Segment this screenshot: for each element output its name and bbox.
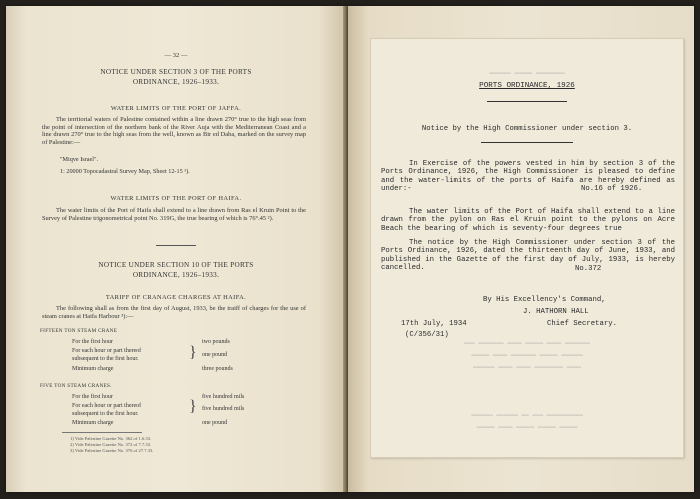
jaffa-text: The territorial waters of Palestine contained within a line drawn 270° true to the high seas from the point of intersection of the northern bank of the River Auja with the Mediterranean Coast and a line drawn 270° true to the high seas from the well, known as Bir ed Daba, marked on the survey map of Palestine:— (42, 116, 306, 146)
jaffa-map-name: "Miqve Israel". (60, 156, 99, 163)
left-page (6, 6, 346, 492)
jaffa-map-ref: 1: 20000 Topocadastral Survey Map, Sheet 12-15 ¹). (60, 168, 190, 175)
subtitle-rule (481, 142, 573, 143)
typed-title: PORTS ORDINANCE, 1926 (479, 82, 575, 90)
notice-ref: (C/356/31) (405, 331, 449, 339)
footnote: 3) Vide Palestine Gazette No. 376 of 27.7.33. (70, 448, 154, 453)
tariff-item: Minimum charge (72, 420, 114, 426)
fifteen-ton-label: FIFTEEN TON STEAM CRANE (40, 328, 118, 334)
footnote: 1) Vide Palestine Gazette No. 362 of 1.6.33. (70, 436, 152, 441)
haifa-title: WATER LIMITS OF THE PORT OF HAIFA. (110, 195, 242, 202)
typed-para-2: The water limits of the Port of Haifa shall extend to a line drawn from the pylon on Ras el Kruin point to the pylons on Acre Beach the bearing of which is seventy-four degrees true (381, 208, 675, 233)
open-booklet (6, 6, 694, 492)
tariff-charge: one pound (202, 420, 228, 426)
typed-para-1-ref: No.16 of 1926. (581, 185, 643, 193)
typed-para-3: The notice by the High Commissioner under section 3 of the Ports Ordinance, 1926, dated the thirteenth day of June, 1933, and published in the Gazette of the first day of July, 1933, is hereby cancelled. (381, 239, 675, 273)
brace-icon: } (189, 398, 197, 415)
notice-date: 17th July, 1934 (401, 320, 467, 328)
jaffa-title: WATER LIMITS OF THE PORT OF JAFFA. (110, 105, 242, 112)
haifa-text: The water limits of the Port of Haifa shall extend to a line drawn from Ras el Kruin Point to the Survey of Palestine trigonometrical point No. 319G, the true bearing of which is 76°.45 ²). (42, 207, 306, 222)
brace-icon: } (189, 344, 197, 361)
tariff-item: subsequent to the first hour. (72, 356, 139, 362)
section-divider (156, 245, 196, 246)
title-rule (487, 101, 567, 102)
tariff-charge: three pounds (202, 366, 233, 372)
tariff-item: For the first hour (72, 394, 113, 400)
five-ton-label: FIVE TON STEAM CRANES. (40, 383, 112, 389)
tariff-charge: one pound (202, 352, 228, 358)
tariff-item: subsequent to the first hour. (72, 411, 139, 417)
tariff-item: Minimum charge (72, 366, 114, 372)
typed-subtitle: Notice by the High Commissioner under section 3. (421, 125, 633, 133)
tariff-title: TARIFF OF CRANAGE CHARGES AT HAIFA. (105, 294, 247, 301)
page-number: — 32 — (164, 52, 188, 59)
section-10-heading: NOTICE UNDER SECTION 10 OF THE PORTS ORDINANCE, 1926–1933. (98, 261, 254, 279)
typed-para-1: In Exercise of the powers vested in him by section 3 of the Ports Ordinance, 1926, the High Commissioner is pleased to define and the water-limits of the ports of Haifa are hereby defined as under:- (381, 160, 675, 194)
tariff-charge: two pounds (202, 339, 230, 345)
tariff-item: For the first hour (72, 339, 113, 345)
right-page (348, 6, 694, 492)
footnote-rule (62, 432, 142, 433)
tariff-item: For each hour or part thereof (72, 348, 142, 354)
signatory-title: Chief Secretary. (547, 320, 618, 328)
tariff-charge: five hundred mils (202, 406, 245, 412)
typed-notice-sheet: ▬▬▬▬▬▬ ▬▬▬▬▬ ▬▬▬▬▬▬▬▬ ▬▬▬ ▬▬▬▬▬▬▬ ▬▬▬▬ ▬▬▬▬▬ ▬▬▬▬ ▬▬▬▬▬▬▬ ▬▬▬▬▬ ▬▬▬▬ ▬▬▬▬▬▬▬ ▬▬▬▬▬ ▬▬▬▬▬▬ ▬▬▬▬▬▬ ▬▬▬▬ ▬▬▬▬ ▬▬▬▬▬▬▬▬ ▬▬▬▬ ▬▬▬▬▬▬ ▬▬▬▬▬▬ ▬▬ ▬▬▬ ▬▬▬▬▬▬▬▬▬▬ ▬▬▬▬▬ ▬▬▬▬ ▬▬▬▬▬ ▬▬▬▬▬ ▬▬▬▬▬ PORTS ORDINANCE, 1926 Notice by the High Commissioner under section 3. In Exercise of the powers vested in him by section 3 of the Ports Ordinance, 1926, the High Commissioner is pleased to define and the water-limits of the ports of Haifa are hereby defined as under:- No.16 of 1926. The water limits of the Port of Haifa shall extend to a line drawn from the pylon on Ras el Kruin point to the pylons on Acre Beach the bearing of which is seventy-four degrees true The notice by the High Commissioner under section 3 of the Ports Ordinance, 1926, dated the thirteenth day of June, 1933, and published in the Gazette of the first day of July, 1933, is hereby cancelled. No.372 By His Excellency's Command, J. HATHORN HALL Chief Secretary. 17th July, 1934 (C/356/31) (370, 38, 684, 458)
tariff-charge: five hundred mils (202, 394, 245, 400)
section-3-heading: NOTICE UNDER SECTION 3 OF THE PORTS ORDINANCE, 1926–1933. (100, 68, 252, 86)
footnote: 2) Vide Palestine Gazette No. 372 of 7.7.33. (70, 442, 152, 447)
typed-para-3-ref: No.372 (575, 265, 602, 273)
tariff-intro: The following shall as from the first day of August, 1933, be the traiff of charges for the use of steam cranes at Haifa Harbour ³):— (42, 305, 306, 320)
command-line: By His Excellency's Command, (483, 296, 606, 304)
signatory-name: J. HATHORN HALL (523, 308, 589, 316)
tariff-item: For each hour or part thereof (72, 403, 142, 409)
